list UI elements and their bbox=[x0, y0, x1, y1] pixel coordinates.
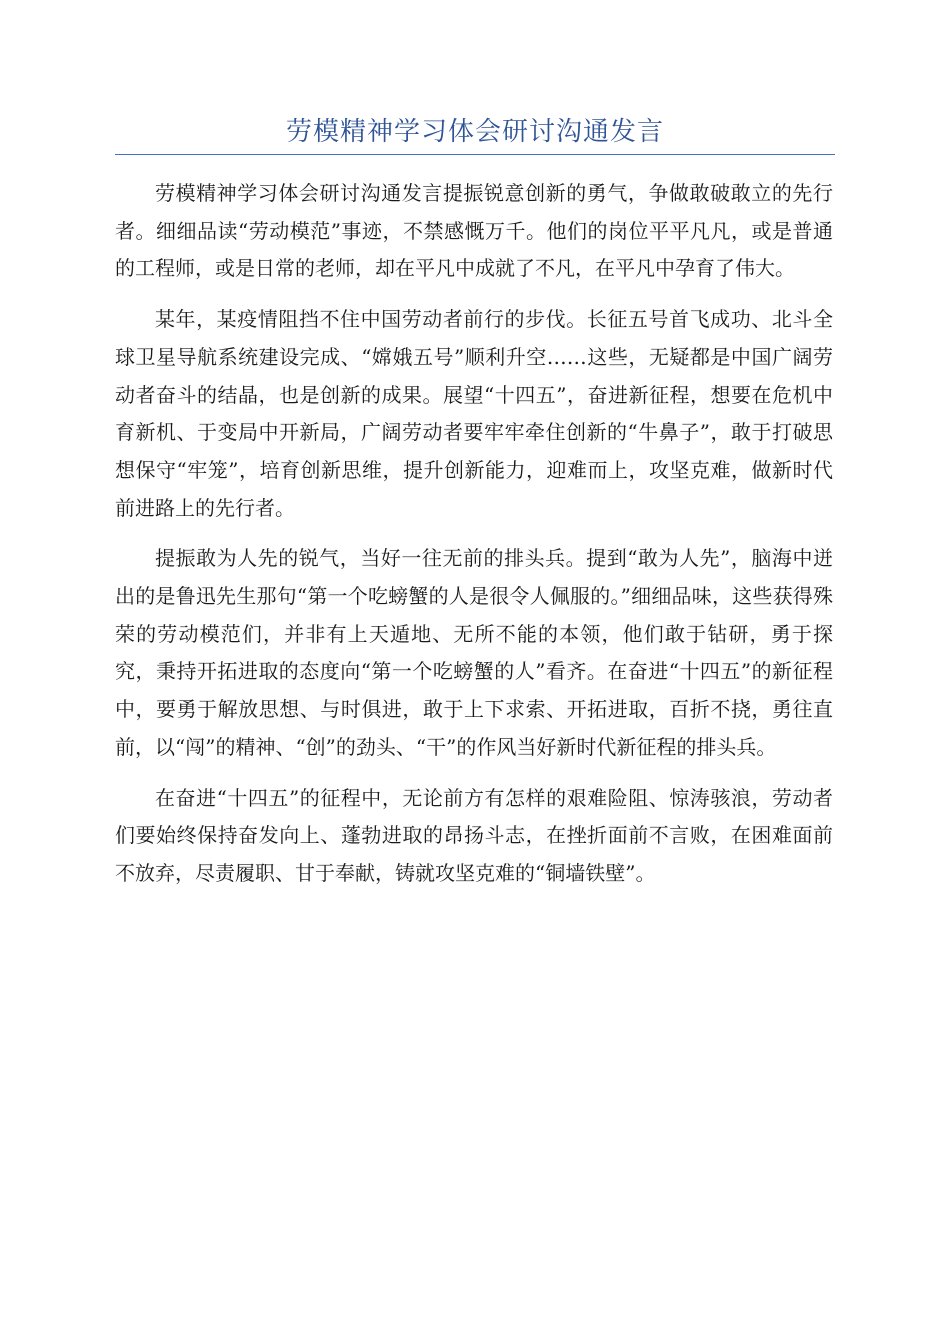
paragraph-1: 劳模精神学习体会研讨沟通发言提振锐意创新的勇气，争做敢破敢立的先行者。细细品读“劳动模范”事迹，不禁感慨万千。他们的岗位平平凡凡，或是普通的工程师，或是日常的老师，却在平凡中成就了不凡，在平凡中孕育了伟大。 bbox=[115, 181, 833, 281]
paragraph-4: 在奋进“十四五”的征程中，无论前方有怎样的艰难险阻、惊涛骇浪，劳动者们要始终保持奋发向上、蓬勃进取的昂扬斗志，在挫折面前不言败，在困难面前不放弃，尽责履职、甘于奉献，铸就攻坚克难的“铜墙铁壁”。 bbox=[115, 785, 833, 885]
paragraph-3: 提振敢为人先的锐气，当好一往无前的排头兵。提到“敢为人先”，脑海中迸出的是鲁迅先生那句“第一个吃螃蟹的人是很令人佩服的。”细细品味，这些获得殊荣的劳动模范们，并非有上天遁地、无所不能的本领，他们敢于钻研，勇于探究，秉持开拓进取的态度向“第一个吃螃蟹的人”看齐。在奋进“十四五”的新征程中，要勇于解放思想、与时俱进，敢于上下求索、开拓进取，百折不挠，勇往直前，以“闯”的精神、“创”的劲头、“干”的作风当好新时代新征程的排头兵。 bbox=[115, 546, 833, 759]
title-underline bbox=[115, 154, 835, 155]
paragraph-2: 某年，某疫情阻挡不住中国劳动者前行的步伐。长征五号首飞成功、北斗全球卫星导航系统建设完成、“嫦娥五号”顺利升空……这些，无疑都是中国广阔劳动者奋斗的结晶，也是创新的成果。展望“十四五”，奋进新征程，想要在危机中育新机、于变局中开新局，广阔劳动者要牢牢牵住创新的“牛鼻子”，敢于打破思想保守“牢笼”，培育创新思维，提升创新能力，迎难而上，攻坚克难，做新时代前进路上的先行者。 bbox=[115, 307, 833, 520]
document-body bbox=[115, 175, 833, 906]
document-title: 劳模精神学习体会研讨沟通发言 bbox=[285, 117, 664, 147]
